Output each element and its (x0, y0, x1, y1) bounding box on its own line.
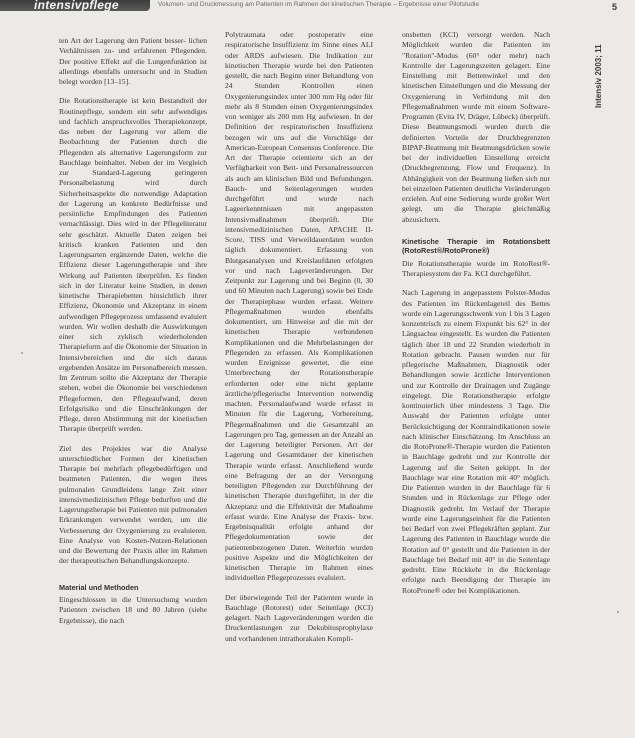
paragraph: Die Rotationstherapie ist kein Bestandteil der Routinepflege, sondern ein sehr aufwendiges und fachlich anspruchsvolles Therapiekonzept, das neben der Lagerung vor allem die Beobachtung der Patienten durch die Pflegenden als alternative Lagerungsform zur Bauchlage beinhaltet. Neben der im Vergleich zur Standard-Lagerung geringeren Personalbelastung wird durch Sicherheitsaspekte die notwendige Adaptation der Lagerung an konkrete Bedürfnisse und persönliche Empfindungen des Patienten vernachlässigt. Dies wird in der Pflegeliteratur sehr geschätzt. Aktuelle Daten zeigen bei kritisch kranken Patienten und den Lagerungsarten ergänzende Daten, welche die Effizienz dieser Lagerungstherapie und ihre Wirkung auf Patienten überprüfen. Es finden sich in der Literatur keine Studien, in denen kinetische Therapiebetten hinsichtlich ihrer Effizienz, Ökonomie und Akzeptanz in einem aufwendigen Pflegeprozess umfassend evaluiert wurden. Wir wollen deshalb die Auswirkungen einer sich zyklisch wiederholenden Therapieform auf die Ökonomie der Situation in Intensivbereichen und die sich daraus ergebenden Ansätze im Personalbereich messen. Im Zentrum sollte die Akzeptanz der Therapie stehen, wobei die Ökonomie bei verschiedenen Pflegeformen, den Pflegeaufwand, deren Erfolgsrisiko und die Einschränkungen der Pflege, deren Abstimmung mit der kinetischen Therapie überprüft werden. (59, 96, 207, 434)
paragraph: Ziel des Projektes war die Analyse unterschiedlicher Formen der kinetischen Therapie bei mehrfach pflegebedürftigen und beatmeten Patienten, die wegen ihres pulmonalen Grundleidens lange Zeit einer intensivmedizinischen Pflege bedurften und die Lagerungstherapie bei Patienten mit pulmonalen Erkrankungen verwendet werden, um die Verbesserung der Oxygenierung zu evaluieren. Eine Analyse von Kosten-Nutzen-Relationen und die Bewertung der Praxis aller im Rahmen der therapeutischen Behandlungskonzepte. (59, 443, 207, 566)
paragraph: Nach Lagerung in angepasstem Polster-Modus des Patienten im Rückenlageteil des Bettes wurde ein Lagerungsschwenk von 1 bis 3 Lagen konzentrisch zu einem Fixpunkt bis 62° in der Längsachse eingestellt. Es wurden die Patienten täglich über 18 und 22 Stunden wiederholt in Rotation gebracht. Pausen wurden nur für pflegerische Maßnahmen, Diagnostik oder Behandlungen sowie ärztliche Interventionen und zur Kontrolle der Drainagen und Zugänge eingelegt. Die Rotationstherapie erfolgte kontinuierlich über mindestens 3 Tage. Die Auswahl der Patienten erfolgte unter Berücksichtigung der Kontraindikationen sowie nach klinischer Einschätzung. Im Anschluss an die RotoProne®-Therapie wurden die Patienten in Bauchlage gedreht und zur Kontrolle der Lagerung auf die Seiten gekippt. In der Bauchlage war eine Rotation mit 40° möglich. Die Patienten wurden in der Bauchlage für 6 Stunden und in Rückenlage zur Pflege oder Diagnostik gedreht. Im Verlauf der Therapie wurde eine Lagerungseinheit für die Patienten bei Bedarf von zwei Pflegekräften geplant. Zur Lagerung des Patienten in Bauchlage wurde die Rotation auf 0° gestellt und die Patienten in der Bauchlage bei Bedarf mit 40° in die Seitenlage gedreht. Eine Rückkehr in die Rückenlage erfolgte nach Beendigung der Therapie im RotoProne® oder bei Komplikationen. (402, 288, 550, 595)
section-heading-kinetic: Kinetische Therapie im Rotationsbett (RotoRest®/RotoProne®) (402, 236, 550, 256)
paragraph: Eingeschlossen in die Untersuchung wurden Patienten zwischen 18 und 80 Jahren (siehe Ergebnisse), die nach (59, 595, 207, 625)
paragraph: ten Art der Lagerung den Patient besser- lichen Verhältnissen zu- und erfahrenen Pflegenden. Der positive Effekt auf die Lungenfunktion ist allerdings ebenfalls untersucht und in Studien belegt worden [13–15]. (59, 36, 207, 86)
section-heading-material: Material und Methoden (59, 582, 139, 592)
paragraph: Polytraumata oder postoperativ eine respiratorische Insuffizienz im Sinne eines ALI oder ARDS aufwiesen. Die Indikation zur kinetischen Therapie wurde bei den Patienten gestellt, die nach Beginn einer Behandlung von 24 Stunden Kontrollen einen Oxygenierungsindex unter 300 mm Hg oder für mehr als 8 Stunden einen Oxygenierungsindex von weniger als 200 mm Hg aufwiesen. In der Definition der respiratorischen Insuffizienz bezogen wir uns auf die Vorschläge der American-European Consensus Conference. Die Art der Therapie orientierte sich an der Verfügbarkeit von Bett- und Personalressourcen als auch am klinischen Bild und Befundungen. Bauch- und Seitenlagerungen wurden durchgeführt und wurde nach Lageerkenntnissen mit angepassten Intensivmaßnahmen überprüft. Die intensivmedizinischen Daten, APACHE II-Score, TISS und Verweildauerdaten wurden täglich dokumentiert. Erfassung von Blutgasanalysen und Kreislaufdaten erfolgten vor und nach Lageveränderungen. Der Zeitpunkt zur Lagerung und bei Beginn (0, 30 und 60 Minuten nach Lagerung) sowie bei Ende der Therapiephase wurden erfasst. Weitere Pflegemaßnahmen wurden ebenfalls dokumentiert, um Hinweise auf die mit der kinetischen Therapie verbundenen Komplikationen und die Mehrbelastungen der Pflegenden zu erfassen. Als Komplikationen wurden Ereignisse gewertet, die eine Unterbrechung der Rotationstherapie erforderten oder eine nicht geplante ärztliche/pflegerische Intervention notwendig machten. Personalaufwand wurde erfasst in Minuten für die Lagerung, Vorbereitung, Pflegemaßnahmen und die Gesamtzahl an Lagerungen pro Tag, gemessen an der Anzahl an der Lagerung beteiligter Personen. Art der Lagerung und Gesamtdauer der kinetischen Therapie wurde erfasst. Anschließend wurde eine Befragung der an der Versorgung beteiligten Pflegenden zur Durchführung der kinetischen Therapie durchgeführt, in der die Akzeptanz und die Effektivität der Maßnahme erfasst wurde. Eine Analyse der Praxis- bzw. Ergebnisqualität erfolgte anhand der Pflegedokumentation sowie der patientenbezogenen Daten. Weiterhin wurden positive Aspekte und die Möglichkeiten der kinetischen Therapie im Rahmen eines individuellen Pflegeprozesses evaluiert. (225, 30, 373, 583)
page-header (0, 0, 635, 16)
text-column-2 (225, 30, 373, 644)
paragraph: Der überwiegende Teil der Patienten wurde in Bauchlage (Rotorest) oder Seitenlage (KCI) gelagert. Nach Lageveränderungen wurden die Druckentlastungen zur Dekubitusprophylaxe und vorhandenen intrathorakalen Kompli- (225, 592, 373, 643)
paragraph: onsbetten (KCI) versorgt werden. Nach Möglichkeit wurden die Patienten im "Rotation"-Modus (60° oder mehr) nach Kontrolle der Lagerungszeiten gelagert. Eine Einstellung mit Bettenwinkel und den kinetischen Einstellungen und die Messung der Oxygenierung in Verbindung mit den Pflegemaßnahmen wurde mit einem Software-Programm (Evita IV, Dräger, Lübeck) überprüft. Diese Beatmungsmodi wurden durch die definierten Vorteile der Druckbegrenzten BIPAP-Beatmung mit Beatmungsdrücken sowie bei der individuellen Einstellung erreicht (Druckbegrenzung, Flow und Frequenz). In Abhängigkeit von der Beatmung ließen sich nur bei einzelnen Patienten deutliche Veränderungen erzielen. Auf eine Sedierung wurde großer Wert gelegt, um die Therapie gleichmäßig abzusichern. (402, 30, 550, 224)
journal-brand: intensivpflege (34, 0, 119, 12)
paragraph: Die Rotationstherapie wurde im RotoRest®-Therapiesystem der Fa. KCI durchgeführt. (402, 258, 550, 278)
text-column-1 (59, 36, 207, 626)
running-header: Volumen- und Druckmessung am Patienten im Rahmen der kinetischen Therapie – Ergebnisse einer Pilotstudie (158, 1, 480, 8)
scan-speck (21, 352, 23, 354)
page-number: 5 (612, 2, 618, 12)
header-brand-bar (0, 0, 150, 11)
text-column-3 (402, 30, 550, 596)
side-journal-label: Intensiv 2003; 11 (594, 44, 603, 108)
scan-speck (617, 611, 619, 613)
